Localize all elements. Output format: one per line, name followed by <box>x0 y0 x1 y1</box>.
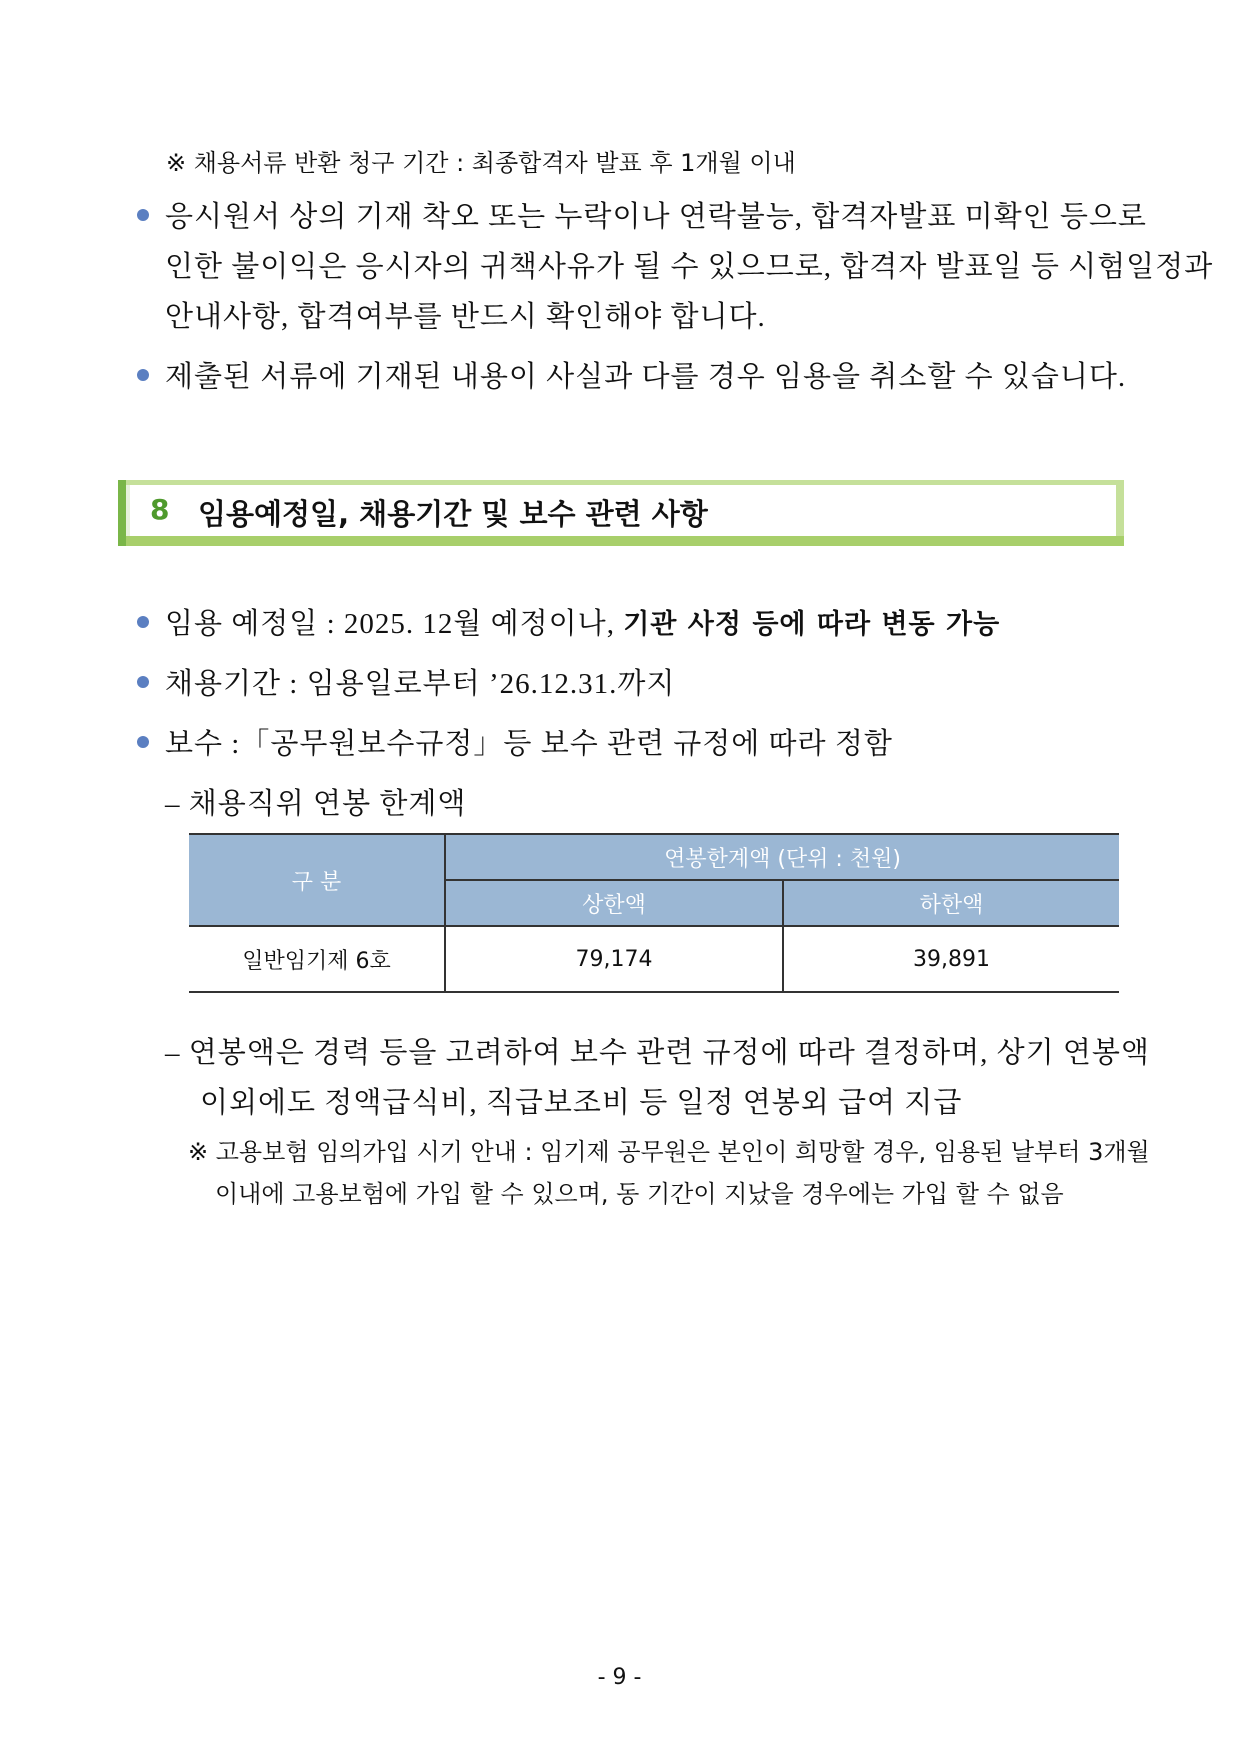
appointment-prefix: 임용 예정일 : 2025. 12월 예정이나, <box>165 608 624 640</box>
salary-limit-table <box>189 833 1119 993</box>
header-upper: 상한액 <box>445 880 783 926</box>
bullet-dot <box>137 209 149 221</box>
section-title: 임용예정일, 채용기간 및 보수 관련 사항 <box>198 497 708 531</box>
return-period-note: ※ 채용서류 반환 청구 기간 : 최종합격자 발표 후 1개월 이내 <box>166 149 796 177</box>
bullet-dot <box>137 676 149 688</box>
bullet-line: 인한 불이익은 응시자의 귀책사유가 될 수 있으므로, 합격자 발표일 등 시험일정과 <box>165 251 1214 283</box>
cell-lower: 39,891 <box>783 926 1119 992</box>
table-row <box>189 926 1119 992</box>
appointment-line <box>165 601 1000 642</box>
section-header <box>118 480 1124 546</box>
salary-line: 보수 :「공무원보수규정」등 보수 관련 규정에 따라 정함 <box>165 728 893 760</box>
bullet-dot <box>137 616 149 628</box>
decision-line: 이외에도 정액급식비, 직급보조비 등 일정 연봉외 급여 지급 <box>200 1087 963 1119</box>
header-lower: 하한액 <box>783 880 1119 926</box>
page-number: - 9 - <box>597 1665 642 1690</box>
insurance-note-line: 이내에 고용보험에 가입 할 수 있으며, 동 기간이 지났을 경우에는 가입 할 수 없음 <box>215 1180 1064 1208</box>
bullet-dot <box>137 736 149 748</box>
bullet-line: 제출된 서류에 기재된 내용이 사실과 다를 경우 임용을 취소할 수 있습니다. <box>165 361 1127 393</box>
insurance-note-line: ※ 고용보험 임의가입 시기 안내 : 임기제 공무원은 본인이 희망할 경우, 임용된 날부터 3개월 <box>188 1138 1150 1166</box>
bullet-dot <box>137 369 149 381</box>
bullet-line: 응시원서 상의 기재 착오 또는 누락이나 연락불능, 합격자발표 미확인 등으로 <box>165 201 1147 233</box>
cell-upper: 79,174 <box>445 926 783 992</box>
cell-category: 일반임기제 6호 <box>189 926 445 992</box>
header-category: 구 분 <box>189 834 445 926</box>
appointment-emphasis: 기관 사정 등에 따라 변동 가능 <box>623 609 1001 640</box>
header-group: 연봉한계액 (단위 : 천원) <box>445 834 1119 880</box>
bullet-line: 안내사항, 합격여부를 반드시 확인해야 합니다. <box>165 301 766 333</box>
section-number: 8 <box>150 493 170 526</box>
period-line: 채용기간 : 임용일로부터 ’26.12.31.까지 <box>165 668 676 700</box>
decision-line: – 연봉액은 경력 등을 고려하여 보수 관련 규정에 따라 결정하며, 상기 연봉액 <box>165 1037 1150 1069</box>
limit-title: – 채용직위 연봉 한계액 <box>165 788 467 820</box>
